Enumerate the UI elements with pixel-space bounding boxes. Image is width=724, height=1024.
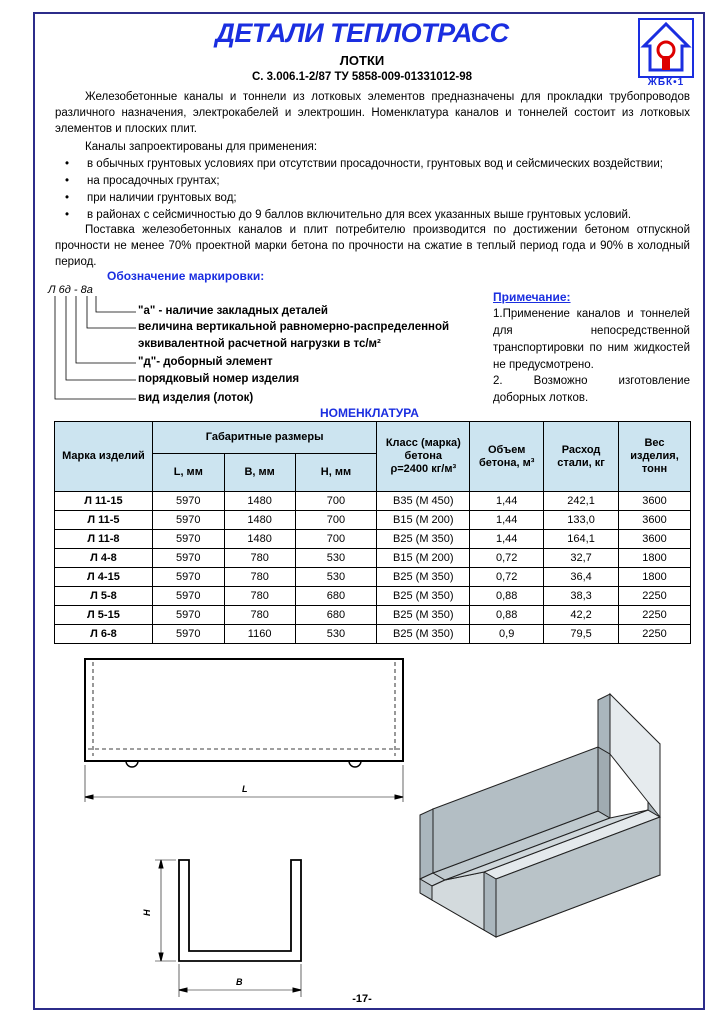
note-heading: Примечание: [493, 290, 571, 304]
marking-item-load: величина вертикальной равномерно-распределенной [138, 321, 450, 333]
cell-L: 5970 [152, 511, 224, 530]
cell-steel: 38,3 [544, 587, 619, 606]
isometric-trough-illustration [420, 694, 660, 937]
marking-item-d: "д"- доборный элемент [138, 356, 273, 368]
cell-volume: 0,72 [470, 549, 544, 568]
intro-p1-text: Железобетонные каналы и тоннели из лотковых элементов предназначены для прокладки трубопроводов различного назначения, электрокабелей и электрошин. Номенклатура каналов и тоннелей состоит из лотковых элементов и плоских плит. [55, 91, 690, 136]
cell-weight: 1800 [619, 568, 691, 587]
cell-steel: 36,4 [544, 568, 619, 587]
cell-H: 530 [295, 549, 377, 568]
cell-B: 780 [224, 606, 295, 625]
cell-class: B25 (M 350) [377, 587, 470, 606]
marking-item-load-unit: эквивалентной расчетной нагрузки в тс/м² [138, 338, 381, 350]
cell-L: 5970 [152, 606, 224, 625]
bullet-text: в обычных грунтовых условиях при отсутствии просадочности, грунтовых вод и сейсмических воздействии; [87, 158, 663, 170]
marking-item-type: вид изделия (лоток) [138, 392, 254, 404]
cell-H: 700 [295, 530, 377, 549]
cell-volume: 1,44 [470, 511, 544, 530]
col-header-H-text: H, мм [320, 466, 352, 478]
intro-p2-text: Каналы запроектированы для применения: [85, 141, 318, 153]
cell-L: 5970 [152, 625, 224, 644]
note-item-1: 1.Применение каналов и тоннелей для непосредственной транспортировки по ним жидкостей не предусмотрено. [493, 308, 690, 371]
col-header-dims-text: Габаритные размеры [205, 431, 324, 443]
cell-H: 680 [295, 606, 377, 625]
cell-B: 1480 [224, 511, 295, 530]
cell-mark: Л 11-8 [55, 530, 153, 549]
cell-class: B15 (M 200) [377, 511, 470, 530]
bullet-text: при наличии грунтовых вод; [87, 192, 237, 204]
nomenclature-heading: НОМЕНКЛАТУРА [320, 406, 419, 420]
cell-weight: 2250 [619, 625, 691, 644]
page-number: -17- [352, 993, 372, 1005]
cell-class: B15 (M 200) [377, 549, 470, 568]
marking-code: Л 6д - 8а [48, 284, 93, 296]
cell-mark: Л 11-5 [55, 511, 153, 530]
cell-weight: 3600 [619, 511, 691, 530]
cell-mark: Л 4-8 [55, 549, 153, 568]
cell-H: 530 [295, 568, 377, 587]
logo-text: ЖБК•1 [647, 77, 685, 88]
cell-volume: 0,9 [470, 625, 544, 644]
cell-weight: 3600 [619, 530, 691, 549]
cell-H: 530 [295, 625, 377, 644]
cell-H: 700 [295, 511, 377, 530]
col-header-steel-text: Расход стали, кг [557, 443, 605, 469]
cell-volume: 1,44 [470, 530, 544, 549]
cell-mark: Л 5-15 [55, 606, 153, 625]
cell-L: 5970 [152, 530, 224, 549]
page-title: ДЕТАЛИ ТЕПЛОТРАСС [215, 18, 509, 48]
cell-mark: Л 6-8 [55, 625, 153, 644]
marking-item-a: "а" - наличие закладных деталей [138, 305, 328, 317]
cell-steel: 164,1 [544, 530, 619, 549]
cell-class: B35 (M 450) [377, 492, 470, 511]
cell-L: 5970 [152, 587, 224, 606]
cell-volume: 0,88 [470, 606, 544, 625]
col-header-B-text: B, мм [244, 466, 275, 478]
cell-class: B25 (M 350) [377, 568, 470, 587]
cell-mark: Л 5-8 [55, 587, 153, 606]
col-header-volume-text: Объем бетона, м³ [478, 443, 535, 469]
col-header-mark-text: Марка изделий [62, 450, 145, 462]
cell-weight: 1800 [619, 549, 691, 568]
page-subtitle: ЛОТКИ [339, 53, 385, 68]
marking-heading: Обозначение маркировки: [107, 269, 265, 283]
cell-B: 780 [224, 587, 295, 606]
cell-L: 5970 [152, 492, 224, 511]
cell-mark: Л 11-15 [55, 492, 153, 511]
cell-volume: 0,72 [470, 568, 544, 587]
cell-steel: 32,7 [544, 549, 619, 568]
cell-steel: 242,1 [544, 492, 619, 511]
cell-weight: 2250 [619, 587, 691, 606]
col-header-class-text: Класс (марка) бетона [385, 437, 461, 462]
cell-volume: 0,88 [470, 587, 544, 606]
marking-item-number: порядковый номер изделия [138, 373, 300, 385]
cell-B: 1480 [224, 492, 295, 511]
cell-B: 1160 [224, 625, 295, 644]
cell-weight: 2250 [619, 606, 691, 625]
col-header-L-text: L, мм [173, 466, 203, 478]
dim-label-L: L [242, 784, 248, 794]
side-view-drawing [85, 659, 403, 802]
col-header-class-rho: ρ=2400 кг/м³ [390, 463, 457, 475]
col-header-weight-text: Вес изделия, тонн [630, 437, 679, 475]
cell-mark: Л 4-15 [55, 568, 153, 587]
cell-steel: 42,2 [544, 606, 619, 625]
cell-steel: 79,5 [544, 625, 619, 644]
cell-class: B25 (M 350) [377, 625, 470, 644]
cross-section-drawing [155, 860, 301, 997]
cell-H: 680 [295, 587, 377, 606]
cell-weight: 3600 [619, 492, 691, 511]
cell-L: 5970 [152, 568, 224, 587]
cell-B: 780 [224, 549, 295, 568]
cell-B: 780 [224, 568, 295, 587]
intro-p3-text: Поставка железобетонных каналов и плит потребителю производится по достижении бетоном отпускной прочности не менее 70% проектной марки бетона по прочности на сжатие в теплый период года и 90% в холодный период. [55, 224, 690, 269]
cell-H: 700 [295, 492, 377, 511]
cell-L: 5970 [152, 549, 224, 568]
dim-label-H: H [142, 909, 152, 916]
dim-label-B: B [236, 977, 243, 987]
cell-steel: 133,0 [544, 511, 619, 530]
cell-volume: 1,44 [470, 492, 544, 511]
cell-class: B25 (M 350) [377, 606, 470, 625]
bullet-text: на просадочных грунтах; [87, 175, 220, 187]
spec-reference: С. 3.006.1-2/87 ТУ 5858-009-01331012-98 [251, 71, 473, 83]
note-item-2: 2. Возможно изготовление доборных лотков. [493, 375, 690, 404]
cell-B: 1480 [224, 530, 295, 549]
bullet-text: в районах с сейсмичностью до 9 баллов включительно для всех указанных выше грунтовых условий. [87, 209, 632, 221]
cell-class: B25 (M 350) [377, 530, 470, 549]
